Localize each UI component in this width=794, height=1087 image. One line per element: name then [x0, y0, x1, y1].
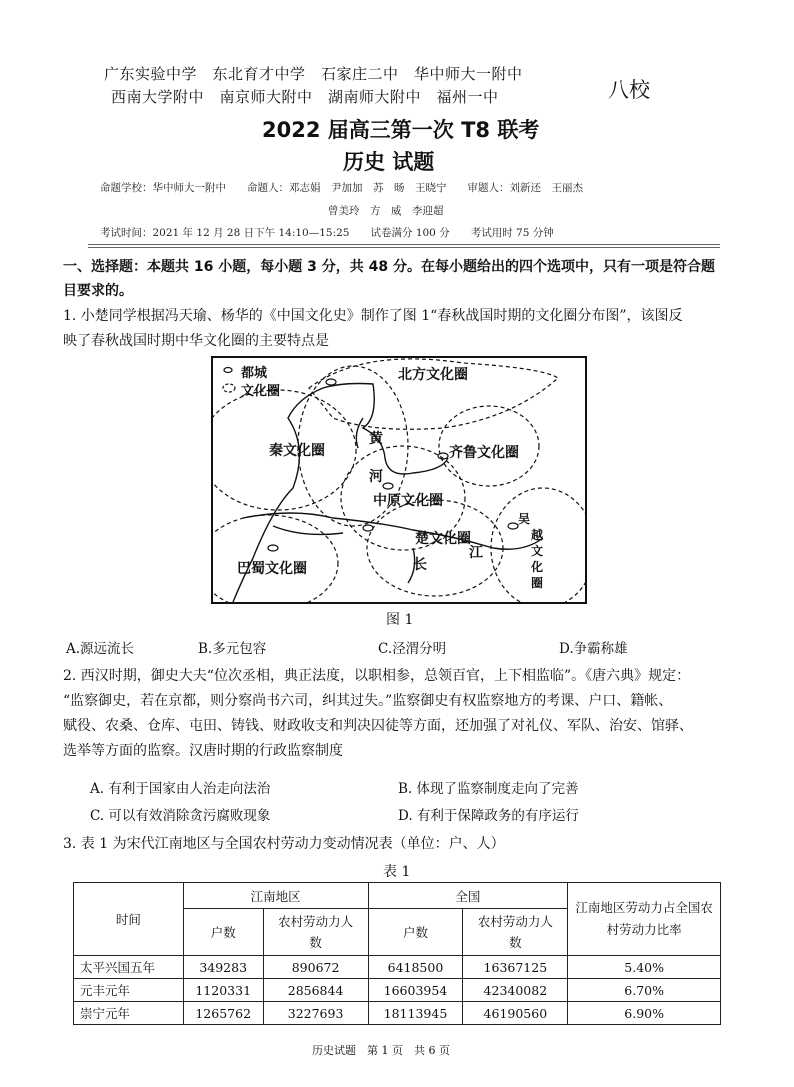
q3-stem: 3. 表 1 为宋代江南地区与全国农村劳动力变动情况表（单位：户、人）: [63, 836, 505, 852]
q2-option-a[interactable]: A. 有利于国家由人治走向法治: [90, 781, 271, 797]
labor-table: [73, 882, 721, 1025]
q2-option-b[interactable]: B. 体现了监察制度走向了完善: [398, 781, 579, 797]
label-wuyue-4: 化: [531, 560, 544, 574]
q1-option-b[interactable]: B.多元包容: [198, 641, 267, 657]
exam-info: 考试时间：2021 年 12 月 28 日下午 14:10—15:25 试卷满分 100 分 考试用时 75 分钟: [100, 227, 554, 239]
label-north-circle: 北方文化圈: [398, 367, 468, 383]
authors-line-1: 命题学校：华中师大一附中 命题人：邓志娟 尹加加 苏 旸 王晓宁 审题人：刘新还 王丽杰: [100, 182, 583, 194]
section-title-line-2: 目要求的。: [63, 283, 133, 299]
cell-jiangnan-households: 1120331: [183, 979, 263, 1002]
q2-stem-line-3: 赋役、农桑、仓库、屯田、铸钱、财政收支和判决囚徒等方面，还加强了对礼仪、军队、治安、馆驿、: [63, 718, 693, 734]
header-jiangnan-households: 户数: [183, 909, 263, 956]
header-time: 时间: [74, 883, 184, 956]
cell-national-labor: 16367125: [463, 956, 568, 979]
table-row: [74, 956, 721, 979]
page-footer: 历史试题 第 1 页 共 6 页: [312, 1044, 450, 1057]
header-ratio: 江南地区劳动力占全国农村劳动力比率: [568, 883, 721, 956]
label-yangtze-1: 江: [469, 545, 483, 561]
culture-circle-map: [211, 356, 587, 604]
cell-time: 元丰元年: [74, 979, 184, 1002]
header-jiangnan: 江南地区: [183, 883, 368, 909]
q2-stem-line-2: “监察御史，若在京都，则分察尚书六司，纠其过失。”监察御史有权监察地方的考课、户口、籍帐、: [63, 693, 673, 709]
schools-row-1: 广东实验中学 东北育才中学 石家庄二中 华中师大一附中: [104, 65, 523, 83]
cell-national-households: 16603954: [368, 979, 463, 1002]
eight-schools-label: 八校: [608, 78, 650, 102]
label-bashu-circle: 巴蜀文化圈: [237, 561, 307, 577]
section-title-line-1: 一、选择题：本题共 16 小题，每小题 3 分，共 48 分。在每小题给出的四个选项中，只有一项是符合题: [63, 259, 715, 275]
header-rule-2: [88, 247, 720, 248]
label-qilu-circle: 齐鲁文化圈: [449, 445, 519, 461]
exam-title: 2022 届高三第一次 T8 联考: [262, 118, 540, 142]
q1-option-d[interactable]: D.争霸称雄: [559, 641, 628, 657]
header-rule-1: [88, 244, 720, 245]
cell-ratio: 6.90%: [568, 1002, 721, 1025]
table-caption: 表 1: [383, 864, 411, 880]
cell-time: 太平兴国五年: [74, 956, 184, 979]
label-wuyue-3: 文: [531, 544, 544, 558]
q1-stem-line-1: 1. 小楚同学根据冯天瑜、杨华的《中国文化史》制作了图 1“春秋战国时期的文化圈分布图”，该图反: [63, 308, 683, 324]
table-row: [74, 979, 721, 1002]
legend-culture-circle: 文化圈: [241, 384, 281, 399]
cell-ratio: 6.70%: [568, 979, 721, 1002]
q2-stem-line-1: 2. 西汉时期，御史大夫“位次丞相，典正法度，以职相参，总领百官，上下相监临”。《唐六典》规定：: [63, 668, 691, 684]
label-chu-circle: 楚文化圈: [415, 531, 471, 547]
cell-national-labor: 42340082: [463, 979, 568, 1002]
cell-national-households: 18113945: [368, 1002, 463, 1025]
q1-stem-line-2: 映了春秋战国时期中华文化圈的主要特点是: [63, 333, 329, 349]
q2-stem-line-4: 选举等方面的监察。汉唐时期的行政监察制度: [63, 743, 343, 759]
legend-capital: 都城: [241, 366, 268, 381]
schools-row-2: 西南大学附中 南京师大附中 湖南师大附中 福州一中: [111, 88, 499, 106]
table-row: [74, 1002, 721, 1025]
label-wuyue-5: 圈: [531, 576, 544, 590]
header-national-households: 户数: [368, 909, 463, 956]
cell-time: 崇宁元年: [74, 1002, 184, 1025]
cell-national-households: 6418500: [368, 956, 463, 979]
authors-line-2: 曾美玲 方 威 李迎超: [328, 205, 444, 217]
cell-jiangnan-households: 1265762: [183, 1002, 263, 1025]
q2-option-c[interactable]: C. 可以有效消除贪污腐败现象: [90, 808, 271, 824]
label-yangtze-2: 长: [413, 557, 427, 573]
q1-option-a[interactable]: A.源远流长: [66, 641, 135, 657]
cell-jiangnan-labor: 3227693: [263, 1002, 368, 1025]
header-jiangnan-labor: 农村劳动力人数: [263, 909, 368, 956]
cell-jiangnan-households: 349283: [183, 956, 263, 979]
label-yellow-river-2: 河: [369, 469, 383, 485]
q2-option-d[interactable]: D. 有利于保障政务的有序运行: [398, 808, 579, 824]
q1-option-c[interactable]: C.泾渭分明: [378, 641, 447, 657]
cell-jiangnan-labor: 890672: [263, 956, 368, 979]
figure-caption: 图 1: [386, 612, 414, 628]
cell-ratio: 5.40%: [568, 956, 721, 979]
subject-title: 历史 试题: [343, 150, 435, 174]
label-zhongyuan-circle: 中原文化圈: [373, 493, 443, 509]
cell-national-labor: 46190560: [463, 1002, 568, 1025]
header-national: 全国: [368, 883, 568, 909]
header-national-labor: 农村劳动力人数: [463, 909, 568, 956]
label-wuyue-1: 吴: [518, 512, 531, 526]
label-wuyue-2: 越: [531, 528, 544, 542]
label-yellow-river-1: 黄: [369, 431, 383, 447]
cell-jiangnan-labor: 2856844: [263, 979, 368, 1002]
label-qin-circle: 秦文化圈: [269, 443, 325, 459]
